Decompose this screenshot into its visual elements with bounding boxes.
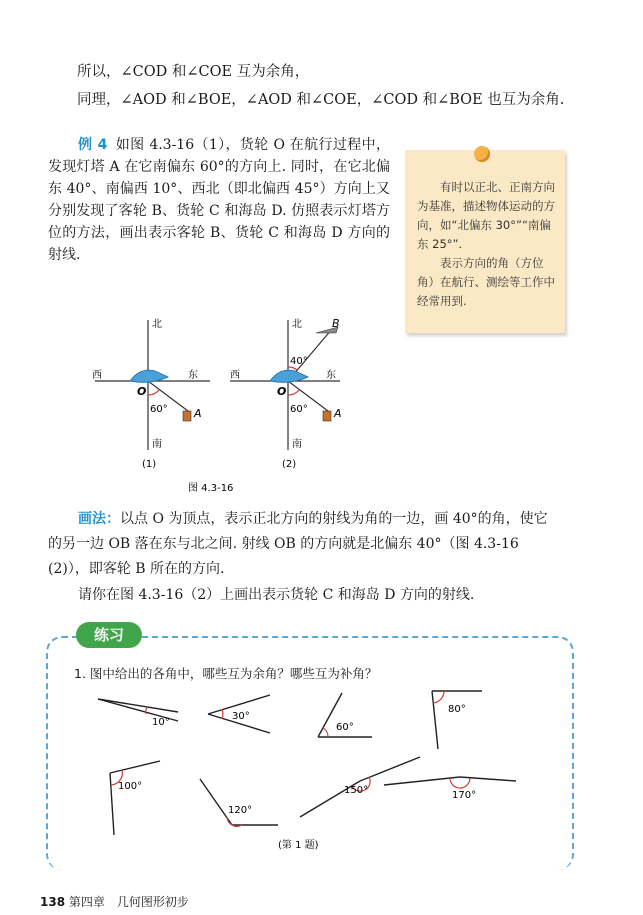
- page-number: 138: [40, 895, 66, 909]
- angle-label-10: 10°: [152, 717, 170, 728]
- practice-tab: 练习: [76, 622, 142, 648]
- label-origin-2: O: [277, 385, 287, 398]
- example-label: 例 4: [78, 137, 108, 153]
- figure-caption: 图 4.3-16: [188, 483, 234, 494]
- method-line-4: 请你在图 4.3-16（2）上画出表示货轮 C 和海岛 D 方向的射线.: [78, 587, 475, 603]
- note-paragraph-2: 表示方向的角（方位角）在航行、测绘等工作中经常用到.: [417, 256, 555, 308]
- label-north-1: 北: [152, 319, 162, 330]
- method-line-2: 的另一边 OB 落在东与北之间. 射线 OB 的方向就是北偏东 40°（图 4.3-16: [48, 536, 519, 552]
- label-a-1: A: [194, 407, 202, 420]
- label-west-1: 西: [92, 370, 102, 381]
- label-a-2: A: [334, 407, 342, 420]
- side-note: [405, 150, 565, 333]
- page-footer: [40, 893, 189, 910]
- compass-diagram-2: [230, 317, 342, 470]
- angle-label-120: 120°: [228, 805, 253, 816]
- practice-question: 1. 图中给出的各角中，哪些互为余角？哪些互为补角？: [74, 666, 378, 681]
- chapter-title: 第四章 几何图形初步: [68, 895, 189, 909]
- label-south-2: 南: [292, 439, 302, 450]
- method-text-1: 以点 O 为顶点，表示正北方向的射线为角的一边，画 40°的角，使它: [120, 511, 548, 527]
- label-north-2: 北: [292, 319, 302, 330]
- lighthouse-icon: [183, 411, 191, 421]
- label-angle-40: 40°: [290, 356, 308, 367]
- note-paragraph-1: 有时以正北、正南方向为基准，描述物体运动的方向，如“北偏东 30°”“南偏东 25°”.: [417, 180, 555, 251]
- label-angle-60-1: 60°: [150, 404, 168, 415]
- subfigure-2-label: (2): [282, 459, 297, 470]
- intro-line-1: 所以，∠COD 和∠COE 互为余角，: [77, 64, 310, 80]
- angle-label-60: 60°: [336, 722, 354, 733]
- example-text: 如图 4.3-16（1），货轮 O 在航行过程中，发现灯塔 A 在它南偏东 60°的方向上. 同时，在它北偏东 40°、南偏西 10°、西北（即北偏西 45°）方向上又分别发现了客轮 B、货轮 C 和海岛 D. 仿照表示灯塔方位的方法，画出表示客轮 B、货轮 C 和海岛 D 方向的射线.: [48, 137, 391, 263]
- lighthouse-icon: [323, 411, 331, 421]
- label-east-2: 东: [326, 370, 336, 381]
- label-origin-1: O: [137, 385, 147, 398]
- subfigure-1-label: (1): [142, 459, 157, 470]
- practice-caption: (第 1 题): [278, 840, 319, 851]
- angle-label-170: 170°: [452, 790, 477, 801]
- label-south-1: 南: [152, 439, 162, 450]
- compass-diagram-1: [92, 318, 210, 470]
- example-4: [48, 134, 390, 266]
- label-b: B: [332, 317, 340, 330]
- label-west-2: 西: [230, 370, 240, 381]
- angles-figure: [90, 685, 530, 860]
- angle-label-30: 30°: [232, 711, 250, 722]
- label-angle-60-2: 60°: [290, 404, 308, 415]
- angle-label-150: 150°: [344, 785, 369, 796]
- pin-icon: [474, 146, 490, 162]
- method-line-3: (2)），即客轮 B 所在的方向.: [48, 561, 225, 577]
- angle-label-80: 80°: [448, 704, 466, 715]
- method-label: 画法：: [78, 511, 120, 527]
- angle-label-100: 100°: [118, 781, 143, 792]
- intro-line-2: 同理，∠AOD 和∠BOE，∠AOD 和∠COE，∠COD 和∠BOE 也互为余角.: [77, 92, 565, 108]
- compass-figure: [80, 315, 340, 495]
- method-line-1: [48, 508, 608, 531]
- label-east-1: 东: [188, 370, 198, 381]
